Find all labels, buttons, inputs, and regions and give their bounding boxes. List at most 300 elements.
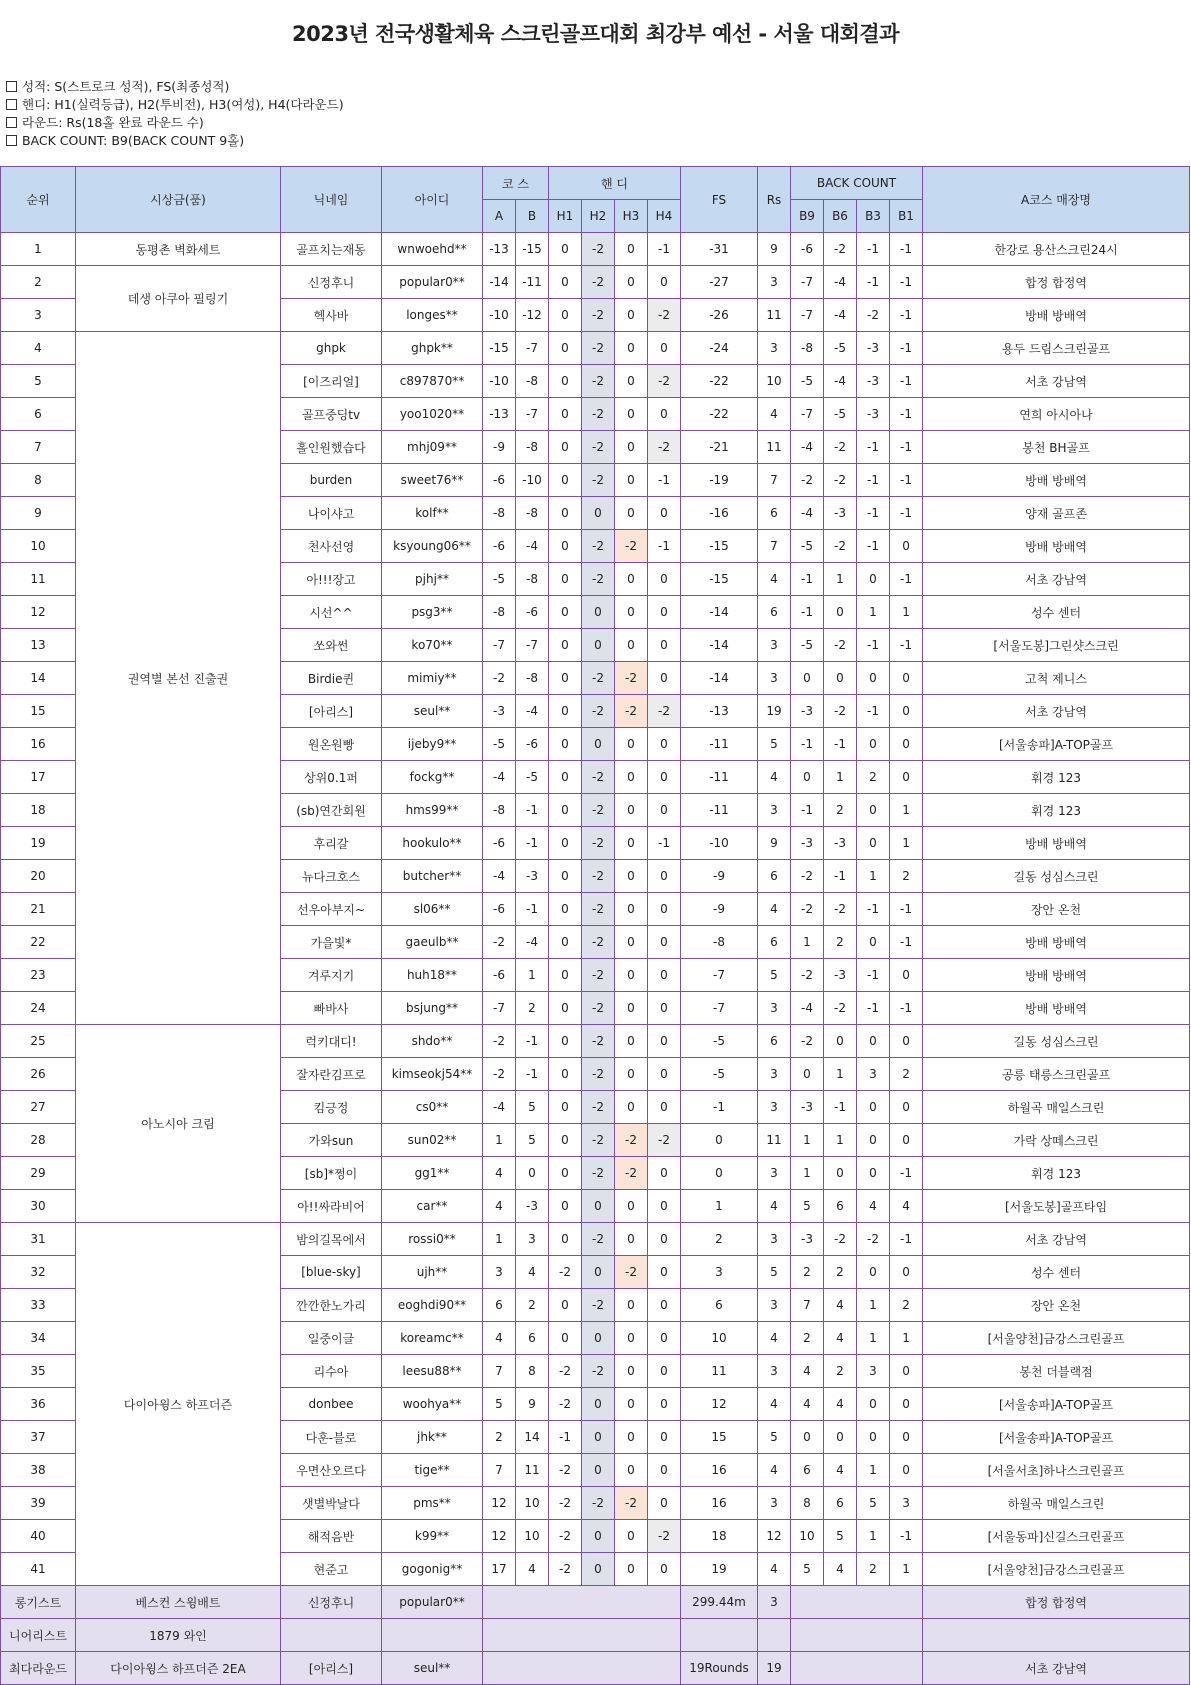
cell-b1: 0 (890, 1124, 923, 1157)
cell-fs: -11 (681, 728, 758, 761)
cell-b9: -2 (791, 959, 824, 992)
cell-b: -8 (516, 431, 549, 464)
cell-b9: 1 (791, 1157, 824, 1190)
cell-b6: -2 (824, 530, 857, 563)
special-prize: 1879 와인 (76, 1619, 281, 1652)
table-row (1, 1223, 1190, 1256)
cell-h1: 0 (549, 662, 582, 695)
cell-h2: -2 (582, 1487, 615, 1520)
cell-a: 7 (483, 1355, 516, 1388)
cell-b6: 4 (824, 1322, 857, 1355)
cell-b: -15 (516, 233, 549, 266)
cell-h3: 0 (615, 497, 648, 530)
cell-b9: -4 (791, 992, 824, 1025)
cell-store: 방배 방배역 (923, 959, 1190, 992)
cell-store: 서초 강남역 (923, 695, 1190, 728)
cell-h4: 0 (648, 926, 681, 959)
cell-nickname: ghpk (281, 332, 382, 365)
cell-fs: 10 (681, 1322, 758, 1355)
checkbox-icon (6, 135, 17, 146)
special-rs: 19 (758, 1652, 791, 1685)
cell-b3: 0 (857, 563, 890, 596)
special-id (382, 1619, 483, 1652)
cell-nickname: 신정후니 (281, 266, 382, 299)
cell-id: k99** (382, 1520, 483, 1553)
cell-nickname: 깐깐한노가리 (281, 1289, 382, 1322)
cell-store: 방배 방배역 (923, 827, 1190, 860)
cell-id: gogonig** (382, 1553, 483, 1586)
cell-h2: -2 (582, 563, 615, 596)
cell-b6: 2 (824, 1256, 857, 1289)
cell-nickname: 후리갈 (281, 827, 382, 860)
special-id: popular0** (382, 1586, 483, 1619)
cell-rs: 6 (758, 596, 791, 629)
cell-nickname: 해적음반 (281, 1520, 382, 1553)
cell-h3: 0 (615, 1421, 648, 1454)
cell-h3: 0 (615, 1388, 648, 1421)
cell-h1: 0 (549, 431, 582, 464)
cell-a: -5 (483, 563, 516, 596)
cell-b: -8 (516, 662, 549, 695)
cell-b3: 1 (857, 1520, 890, 1553)
cell-b: -4 (516, 926, 549, 959)
cell-b6: 4 (824, 1388, 857, 1421)
cell-b1: 4 (890, 1190, 923, 1223)
cell-rs: 7 (758, 464, 791, 497)
cell-id: gg1** (382, 1157, 483, 1190)
cell-h3: 0 (615, 959, 648, 992)
cell-b: -1 (516, 794, 549, 827)
cell-rs: 6 (758, 860, 791, 893)
cell-nickname: [이즈리얼] (281, 365, 382, 398)
cell-store: 길동 성심스크린 (923, 1025, 1190, 1058)
cell-b1: 2 (890, 1289, 923, 1322)
cell-h4: 0 (648, 1058, 681, 1091)
cell-h1: 0 (549, 299, 582, 332)
cell-fs: 2 (681, 1223, 758, 1256)
cell-b: 2 (516, 992, 549, 1025)
header-b6: B6 (824, 200, 857, 233)
cell-b3: 1 (857, 596, 890, 629)
cell-b6: 1 (824, 1124, 857, 1157)
cell-h4: 0 (648, 860, 681, 893)
cell-nickname: 현준고 (281, 1553, 382, 1586)
cell-a: -5 (483, 728, 516, 761)
cell-a: -6 (483, 530, 516, 563)
special-row (1, 1652, 1190, 1685)
cell-b: 4 (516, 1553, 549, 1586)
cell-b: 10 (516, 1520, 549, 1553)
header-b: B (516, 200, 549, 233)
cell-h2: 0 (582, 629, 615, 662)
cell-h2: -2 (582, 398, 615, 431)
cell-nickname: 쏘와썬 (281, 629, 382, 662)
cell-id: ksyoung06** (382, 530, 483, 563)
cell-id: seul** (382, 695, 483, 728)
cell-nickname: [sb]*쩡이 (281, 1157, 382, 1190)
cell-store: 가락 상떼스크린 (923, 1124, 1190, 1157)
cell-h1: 0 (549, 233, 582, 266)
cell-nickname: 선우아부지~ (281, 893, 382, 926)
cell-store: 휘경 123 (923, 761, 1190, 794)
cell-id: ko70** (382, 629, 483, 662)
cell-a: -13 (483, 398, 516, 431)
cell-b1: -1 (890, 299, 923, 332)
cell-b9: -7 (791, 299, 824, 332)
cell-b9: -3 (791, 827, 824, 860)
cell-b: -4 (516, 695, 549, 728)
cell-h2: -2 (582, 992, 615, 1025)
cell-prize: 아노시아 크림 (76, 1025, 281, 1223)
cell-h2: -2 (582, 761, 615, 794)
cell-rank: 28 (1, 1124, 76, 1157)
cell-rank: 25 (1, 1025, 76, 1058)
cell-id: sl06** (382, 893, 483, 926)
cell-a: -14 (483, 266, 516, 299)
cell-rank: 22 (1, 926, 76, 959)
cell-store: 서초 강남역 (923, 365, 1190, 398)
special-prize: 다이아윙스 하프더즌 2EA (76, 1652, 281, 1685)
cell-b6: 6 (824, 1190, 857, 1223)
cell-fs: -1 (681, 1091, 758, 1124)
cell-prize: 동평촌 벽화세트 (76, 233, 281, 266)
cell-a: 7 (483, 1454, 516, 1487)
cell-rs: 4 (758, 893, 791, 926)
cell-fs: -11 (681, 761, 758, 794)
cell-nickname: 원온원빵 (281, 728, 382, 761)
cell-b3: 0 (857, 926, 890, 959)
cell-h1: 0 (549, 1025, 582, 1058)
cell-b1: -1 (890, 992, 923, 1025)
special-empty-cell (791, 1652, 923, 1685)
cell-fs: -13 (681, 695, 758, 728)
cell-b1: 2 (890, 860, 923, 893)
cell-h2: -2 (582, 926, 615, 959)
cell-h3: 0 (615, 860, 648, 893)
header-fs: FS (681, 167, 758, 233)
cell-fs: -31 (681, 233, 758, 266)
header-rank: 순위 (1, 167, 76, 233)
header-h1: H1 (549, 200, 582, 233)
cell-b: 9 (516, 1388, 549, 1421)
cell-b: -3 (516, 860, 549, 893)
cell-rank: 7 (1, 431, 76, 464)
cell-b6: -2 (824, 233, 857, 266)
cell-nickname: 다훈-블로 (281, 1421, 382, 1454)
cell-b: -10 (516, 464, 549, 497)
cell-a: 4 (483, 1157, 516, 1190)
cell-nickname: 킴긍정 (281, 1091, 382, 1124)
cell-rank: 4 (1, 332, 76, 365)
special-empty-cell (791, 1586, 923, 1619)
cell-b6: 4 (824, 1553, 857, 1586)
cell-prize: 권역별 본선 진출권 (76, 332, 281, 1025)
cell-b: -8 (516, 497, 549, 530)
cell-fs: -22 (681, 398, 758, 431)
cell-b3: -1 (857, 233, 890, 266)
cell-nickname: 헥사바 (281, 299, 382, 332)
cell-id: c897870** (382, 365, 483, 398)
cell-h4: 0 (648, 959, 681, 992)
cell-nickname: 골프치는재동 (281, 233, 382, 266)
cell-b1: -1 (890, 233, 923, 266)
cell-nickname: donbee (281, 1388, 382, 1421)
cell-h4: -2 (648, 1124, 681, 1157)
cell-b1: 0 (890, 530, 923, 563)
cell-h2: -2 (582, 332, 615, 365)
table-row (1, 233, 1190, 266)
cell-rs: 11 (758, 431, 791, 464)
cell-rank: 16 (1, 728, 76, 761)
cell-fs: -27 (681, 266, 758, 299)
cell-rank: 11 (1, 563, 76, 596)
special-row (1, 1586, 1190, 1619)
cell-b3: -1 (857, 431, 890, 464)
cell-rank: 2 (1, 266, 76, 299)
cell-prize: 다이아윙스 하프더즌 (76, 1223, 281, 1586)
cell-rank: 17 (1, 761, 76, 794)
cell-b: -12 (516, 299, 549, 332)
cell-b3: -1 (857, 464, 890, 497)
cell-h2: 0 (582, 1190, 615, 1223)
header-h4: H4 (648, 200, 681, 233)
cell-rs: 11 (758, 1124, 791, 1157)
cell-b3: 5 (857, 1487, 890, 1520)
cell-id: yoo1020** (382, 398, 483, 431)
cell-nickname: 일중이글 (281, 1322, 382, 1355)
cell-fs: -7 (681, 992, 758, 1025)
cell-rs: 11 (758, 299, 791, 332)
cell-rs: 3 (758, 1091, 791, 1124)
cell-a: 1 (483, 1124, 516, 1157)
cell-id: mhj09** (382, 431, 483, 464)
cell-b1: 3 (890, 1487, 923, 1520)
cell-h1: -2 (549, 1256, 582, 1289)
cell-h2: -2 (582, 1223, 615, 1256)
cell-rs: 3 (758, 1157, 791, 1190)
cell-a: 12 (483, 1487, 516, 1520)
cell-fs: 6 (681, 1289, 758, 1322)
cell-id: ijeby9** (382, 728, 483, 761)
cell-id: pjhj** (382, 563, 483, 596)
cell-h3: 0 (615, 926, 648, 959)
cell-a: -4 (483, 860, 516, 893)
cell-b6: 1 (824, 563, 857, 596)
cell-fs: 0 (681, 1124, 758, 1157)
cell-b9: -5 (791, 365, 824, 398)
cell-h1: 0 (549, 761, 582, 794)
cell-rank: 40 (1, 1520, 76, 1553)
cell-b9: 0 (791, 1058, 824, 1091)
special-id: seul** (382, 1652, 483, 1685)
cell-rank: 20 (1, 860, 76, 893)
cell-store: [서울송파]A-TOP골프 (923, 1421, 1190, 1454)
cell-a: 12 (483, 1520, 516, 1553)
cell-b6: -2 (824, 695, 857, 728)
cell-a: -8 (483, 794, 516, 827)
cell-nickname: 가와sun (281, 1124, 382, 1157)
cell-b6: 4 (824, 1289, 857, 1322)
cell-h2: -2 (582, 530, 615, 563)
cell-fs: -22 (681, 365, 758, 398)
cell-a: 4 (483, 1322, 516, 1355)
header-id: 아이디 (382, 167, 483, 233)
cell-id: tige** (382, 1454, 483, 1487)
cell-h2: -2 (582, 959, 615, 992)
cell-nickname: 아!!!장고 (281, 563, 382, 596)
cell-rs: 7 (758, 530, 791, 563)
cell-b3: 0 (857, 1256, 890, 1289)
cell-b: 3 (516, 1223, 549, 1256)
cell-b1: -1 (890, 398, 923, 431)
cell-rs: 4 (758, 1553, 791, 1586)
cell-b3: 3 (857, 1355, 890, 1388)
cell-b1: -1 (890, 1223, 923, 1256)
cell-id: psg3** (382, 596, 483, 629)
cell-b: -5 (516, 761, 549, 794)
special-label: 롱기스트 (1, 1586, 76, 1619)
header-b9: B9 (791, 200, 824, 233)
cell-h3: -2 (615, 1124, 648, 1157)
cell-b9: -6 (791, 233, 824, 266)
cell-b1: -1 (890, 563, 923, 596)
cell-h3: 0 (615, 365, 648, 398)
cell-b3: 1 (857, 860, 890, 893)
cell-h4: -2 (648, 299, 681, 332)
header-store: A코스 매장명 (923, 167, 1190, 233)
cell-store: 성수 센터 (923, 1256, 1190, 1289)
cell-h2: 0 (582, 1520, 615, 1553)
cell-rs: 3 (758, 662, 791, 695)
cell-id: longes** (382, 299, 483, 332)
cell-h2: -2 (582, 365, 615, 398)
cell-b: 14 (516, 1421, 549, 1454)
special-empty-cell (483, 1586, 681, 1619)
cell-rank: 13 (1, 629, 76, 662)
cell-rs: 6 (758, 926, 791, 959)
cell-h2: 0 (582, 1454, 615, 1487)
cell-id: rossi0** (382, 1223, 483, 1256)
cell-h2: 0 (582, 1553, 615, 1586)
cell-h4: 0 (648, 761, 681, 794)
cell-h4: 0 (648, 1025, 681, 1058)
cell-h1: 0 (549, 1058, 582, 1091)
cell-b: -1 (516, 1025, 549, 1058)
cell-b: -1 (516, 1058, 549, 1091)
cell-fs: -14 (681, 596, 758, 629)
special-empty-cell (483, 1652, 681, 1685)
cell-b9: 6 (791, 1454, 824, 1487)
cell-id: eoghdi90** (382, 1289, 483, 1322)
cell-h3: 0 (615, 761, 648, 794)
cell-b1: -1 (890, 497, 923, 530)
cell-rs: 5 (758, 1256, 791, 1289)
cell-b3: 0 (857, 827, 890, 860)
special-empty-cell (483, 1619, 681, 1652)
cell-id: woohya** (382, 1388, 483, 1421)
special-prize: 베스컨 스윙배트 (76, 1586, 281, 1619)
cell-b6: -2 (824, 629, 857, 662)
cell-b: -11 (516, 266, 549, 299)
cell-b6: -5 (824, 398, 857, 431)
cell-h4: 0 (648, 1256, 681, 1289)
cell-h4: 0 (648, 1454, 681, 1487)
cell-b3: -1 (857, 959, 890, 992)
cell-b6: -1 (824, 860, 857, 893)
cell-b9: -4 (791, 431, 824, 464)
cell-rs: 4 (758, 1388, 791, 1421)
cell-h4: 0 (648, 332, 681, 365)
cell-nickname: 천사선영 (281, 530, 382, 563)
cell-rank: 33 (1, 1289, 76, 1322)
cell-fs: -8 (681, 926, 758, 959)
cell-fs: -9 (681, 893, 758, 926)
cell-b6: 0 (824, 1157, 857, 1190)
cell-h3: 0 (615, 1322, 648, 1355)
cell-h3: 0 (615, 1223, 648, 1256)
cell-b1: 0 (890, 662, 923, 695)
cell-rank: 26 (1, 1058, 76, 1091)
cell-id: sweet76** (382, 464, 483, 497)
cell-a: -9 (483, 431, 516, 464)
cell-nickname: 잘자란김프로 (281, 1058, 382, 1091)
special-store (923, 1619, 1190, 1652)
legend-item: 핸디: H1(실력등급), H2(투비전), H3(여성), H4(다라운드) (6, 96, 344, 114)
cell-a: -10 (483, 365, 516, 398)
cell-h2: -2 (582, 266, 615, 299)
cell-store: 봉천 BH골프 (923, 431, 1190, 464)
cell-h1: 0 (549, 596, 582, 629)
table-row (1, 332, 1190, 365)
cell-h2: -2 (582, 1289, 615, 1322)
cell-b1: -1 (890, 629, 923, 662)
cell-b3: -1 (857, 497, 890, 530)
cell-h3: -2 (615, 1487, 648, 1520)
cell-b3: 0 (857, 1421, 890, 1454)
cell-h2: -2 (582, 431, 615, 464)
cell-rs: 3 (758, 629, 791, 662)
cell-b6: 0 (824, 1025, 857, 1058)
cell-b1: -1 (890, 1157, 923, 1190)
cell-rank: 3 (1, 299, 76, 332)
cell-h3: 0 (615, 1454, 648, 1487)
cell-b3: -3 (857, 332, 890, 365)
cell-store: 성수 센터 (923, 596, 1190, 629)
cell-rank: 32 (1, 1256, 76, 1289)
cell-b1: -1 (890, 1520, 923, 1553)
cell-b1: -1 (890, 464, 923, 497)
cell-h3: 0 (615, 1190, 648, 1223)
cell-nickname: 빠바사 (281, 992, 382, 1025)
cell-store: [서울양천]금강스크린골프 (923, 1322, 1190, 1355)
cell-h2: 0 (582, 596, 615, 629)
cell-b3: -3 (857, 365, 890, 398)
cell-b3: 1 (857, 1454, 890, 1487)
cell-b9: 5 (791, 1553, 824, 1586)
cell-nickname: 홀인원했습다 (281, 431, 382, 464)
cell-b: -7 (516, 629, 549, 662)
cell-h1: 0 (549, 926, 582, 959)
cell-b6: -4 (824, 365, 857, 398)
cell-fs: -7 (681, 959, 758, 992)
cell-rank: 6 (1, 398, 76, 431)
cell-h3: 0 (615, 299, 648, 332)
cell-b6: 2 (824, 926, 857, 959)
cell-rank: 31 (1, 1223, 76, 1256)
header-b3: B3 (857, 200, 890, 233)
cell-fs: -9 (681, 860, 758, 893)
cell-fs: 18 (681, 1520, 758, 1553)
